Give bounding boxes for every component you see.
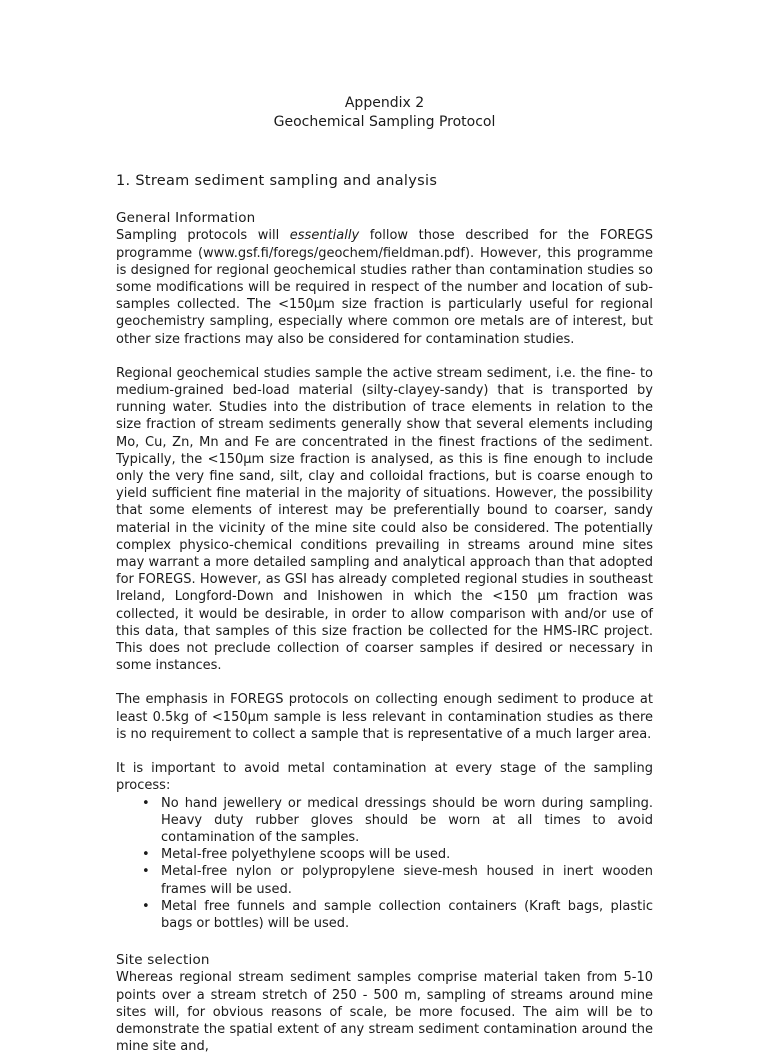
protocol-title: Geochemical Sampling Protocol [273,114,496,130]
paragraph-regional-studies: Regional geochemical studies sample the active stream sediment, i.e. the fine- to medium-grained bed-load material (silty-clayey-sandy) that is transported by running water. Studies into the distribution of trace elements in relation to the size fraction of stream sediments generally show that several elements including Mo, Cu, Zn, Mn and Fe are concentrated in the finest fractions of the sediment. Typically, the <150µm size fraction is analysed, as this is fine enough to include only the very fine sand, silt, clay and colloidal fractions, but is coarse enough to yield sufficient fine material in the majority of situations. However, the possibility that some elements of interest may be preferentially bound to coarser, sandy material in the vicinity of the mine site could also be considered. The potentially complex physico-chemical conditions prevailing in streams around mine sites may warrant a more detailed sampling and analytical approach than that adopted for FOREGS. However, as GSI has already completed regional studies in southeast Ireland, Longford-Down and Inishowen in which the <150 µm fraction was collected, it would be desirable, in order to allow comparison with and/or use of this data, that samples of this size fraction be collected for the HMS-IRC project. This does not preclude collection of coarser samples if desired or necessary in some instances. [116,365,653,674]
bullet-icon: • [142,847,150,863]
paragraph-sampling-protocols: Sampling protocols will essentially follow those described for the FOREGS programme (www.gsf.fi/foregs/geochem/fieldman.pdf). However, this programme is designed for regional geochemical studies rather than contamination studies so some modifications will be required in respect of the number and location of sub-samples collected. The <150µm size fraction is particularly useful for regional geochemistry sampling, especially where common ore metals are of interest, but other size fractions may also be considered for contamination studies. [116,228,653,347]
list-item: • Metal free funnels and sample collection containers (Kraft bags, plastic bags or bottles) will be used. [142,898,653,931]
document-title [116,94,653,132]
paragraph-foregs-emphasis: The emphasis in FOREGS protocols on collecting enough sediment to produce at least 0.5kg of <150µm sample is less relevant in contamination studies as there is no requirement to collect a sample that is representative of a much larger area. [116,692,653,742]
emphasis-essentially: essentially [289,228,360,244]
list-item: • No hand jewellery or medical dressings should be worn during sampling. Heavy duty rubber gloves should be worn at all times to avoid contamination of the samples. [142,795,653,845]
appendix-label: Appendix 2 [344,95,425,111]
general-information-heading: General Information [116,210,256,227]
site-selection-heading: Site selection [116,952,210,969]
paragraph-site-selection: Whereas regional stream sediment samples comprise material taken from 5-10 points over a stream stretch of 250 - 500 m, sampling of streams around mine sites will, for obvious reasons of scale, be more focused. The aim will be to demonstrate the spatial extent of any stream sediment contamination around the mine site and, [116,970,653,1055]
document-page [116,94,653,1055]
precautions-list [116,795,653,933]
paragraph-contamination-lead: It is important to avoid metal contamination at every stage of the sampling process: [116,761,653,794]
bullet-icon: • [142,898,150,914]
bullet-icon: • [142,795,150,811]
bullet-icon: • [142,864,150,880]
list-item: • Metal-free nylon or polypropylene sieve-mesh housed in inert wooden frames will be used. [142,864,653,897]
section-heading: 1. Stream sediment sampling and analysis [116,173,438,189]
list-item: • Metal-free polyethylene scoops will be used. [142,847,451,863]
